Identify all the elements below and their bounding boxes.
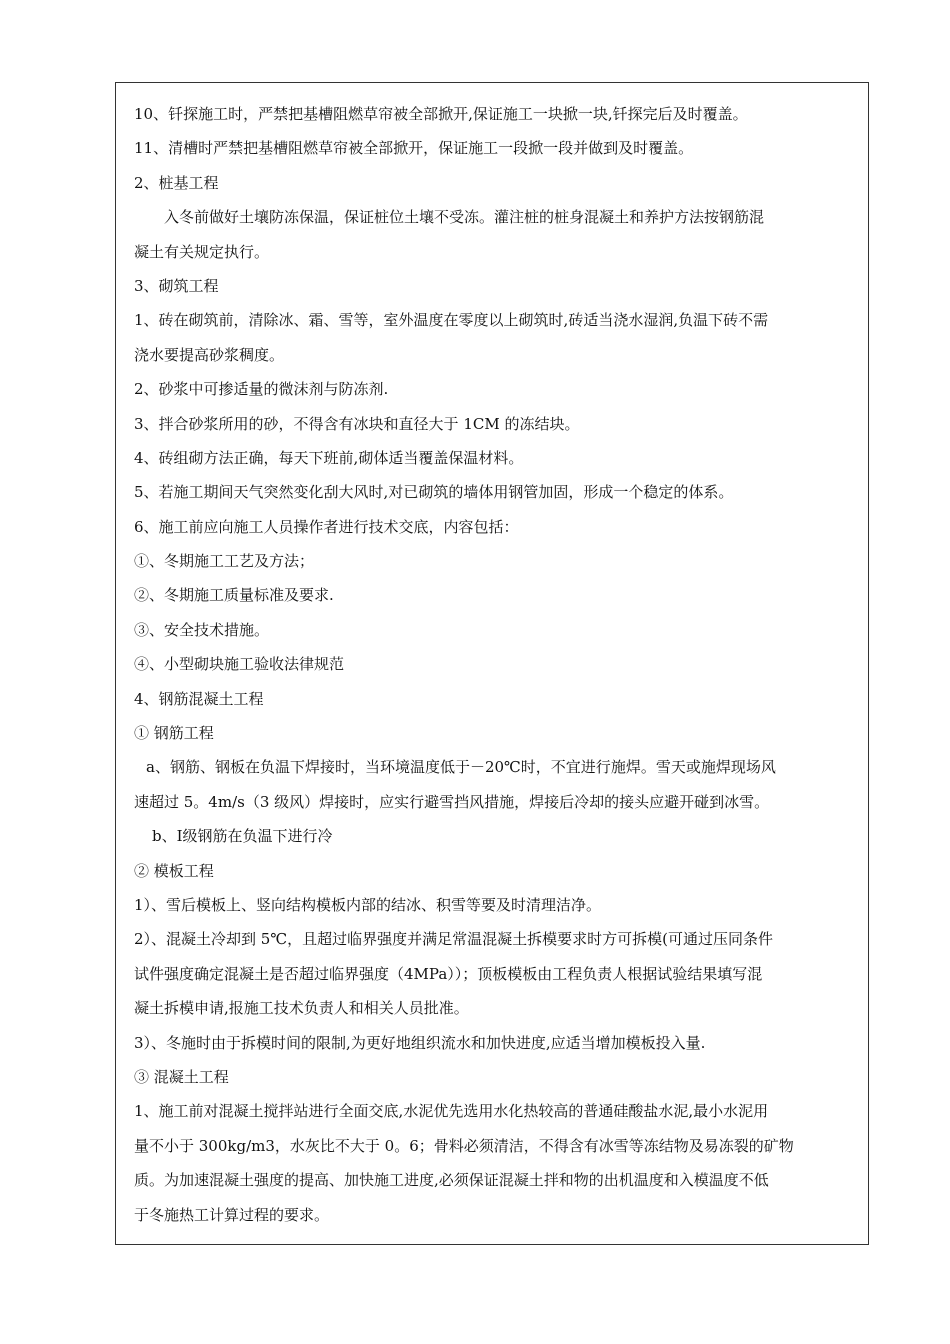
- text-line: 3）、冬施时由于拆模时间的限制,为更好地组织流水和加快进度,应适当增加模板投入量.: [134, 1033, 706, 1052]
- text-line: 2）、混凝土冷却到 5℃，且超过临界强度并满足常温混凝土拆模要求时方可拆模(可通过压同条件: [134, 930, 773, 949]
- subsection-heading: ③ 混凝土工程: [134, 1067, 229, 1086]
- text-line: 2、砂浆中可掺适量的微沫剂与防冻剂.: [134, 380, 389, 399]
- subsection-heading: ① 钢筋工程: [134, 724, 214, 743]
- text-line: 量不小于 300kg/m3，水灰比不大于 0。6；骨料必须清洁，不得含有冰雪等冻结物及易冻裂的矿物: [134, 1136, 794, 1155]
- text-line: a、钢筋、钢板在负温下焊接时，当环境温度低于－20℃时，不宜进行施焊。雪天或施焊现场风: [146, 758, 776, 777]
- text-line: 入冬前做好土壤防冻保温，保证桩位土壤不受冻。灌注桩的桩身混凝土和养护方法按钢筋混: [164, 208, 765, 227]
- section-heading: 3、砌筑工程: [134, 276, 219, 295]
- text-line: 试件强度确定混凝土是否超过临界强度（4MPa））；顶板模板由工程负责人根据试验结果填写混: [134, 964, 763, 983]
- document-frame: [115, 82, 869, 1245]
- text-line: 5、若施工期间天气突然变化刮大风时,对已砌筑的墙体用钢管加固，形成一个稳定的体系。: [134, 483, 734, 502]
- document-body: [134, 97, 852, 1232]
- section-heading: 4、钢筋混凝土工程: [134, 689, 264, 708]
- section-heading: 2、桩基工程: [134, 173, 219, 192]
- text-line: b、Ⅰ级钢筋在负温下进行冷: [152, 827, 333, 846]
- text-line: 3、拌合砂浆所用的砂，不得含有冰块和直径大于 1CM 的冻结块。: [134, 414, 580, 433]
- text-line: 11、清槽时严禁把基槽阻燃草帘被全部掀开，保证施工一段掀一段并做到及时覆盖。: [134, 139, 694, 158]
- text-line: 10、钎探施工时，严禁把基槽阻燃草帘被全部掀开,保证施工一块掀一块,钎探完后及时覆盖。: [134, 105, 748, 123]
- text-line: 1、砖在砌筑前，清除冰、霜、雪等，室外温度在零度以上砌筑时,砖适当浇水湿润,负温下砖不需: [134, 311, 769, 330]
- text-line: 1）、雪后模板上、竖向结构模板内部的结冰、积雪等要及时清理洁净。: [134, 895, 602, 914]
- text-line: 浇水要提高砂浆稠度。: [134, 345, 285, 364]
- list-item: ①、冬期施工工艺及方法；: [134, 552, 315, 571]
- text-line: 速超过 5。4m/s（3 级风）焊接时，应实行避雪挡风措施，焊接后冷却的接头应避开碰到冰雪。: [134, 792, 770, 811]
- text-line: 1、施工前对混凝土搅拌站进行全面交底,水泥优先选用水化热较高的普通硅酸盐水泥,最小水泥用: [134, 1102, 769, 1121]
- text-line: 6、施工前应向施工人员操作者进行技术交底，内容包括：: [134, 517, 519, 536]
- text-line: 凝土拆模申请,报施工技术负责人和相关人员批准。: [134, 999, 469, 1018]
- text-line: 于冬施热工计算过程的要求。: [134, 1205, 330, 1224]
- text-line: 4、砖组砌方法正确，每天下班前,砌体适当覆盖保温材料。: [134, 448, 524, 467]
- list-item: ②、冬期施工质量标准及要求.: [134, 586, 334, 605]
- text-line: 凝土有关规定执行。: [134, 242, 270, 261]
- subsection-heading: ② 模板工程: [134, 861, 214, 880]
- list-item: ④、小型砌块施工验收法律规范: [134, 655, 345, 674]
- list-item: ③、安全技术措施。: [134, 620, 270, 639]
- text-line: 质。为加速混凝土强度的提高、加快施工进度,必须保证混凝土拌和物的出机温度和入模温度不低: [134, 1171, 769, 1190]
